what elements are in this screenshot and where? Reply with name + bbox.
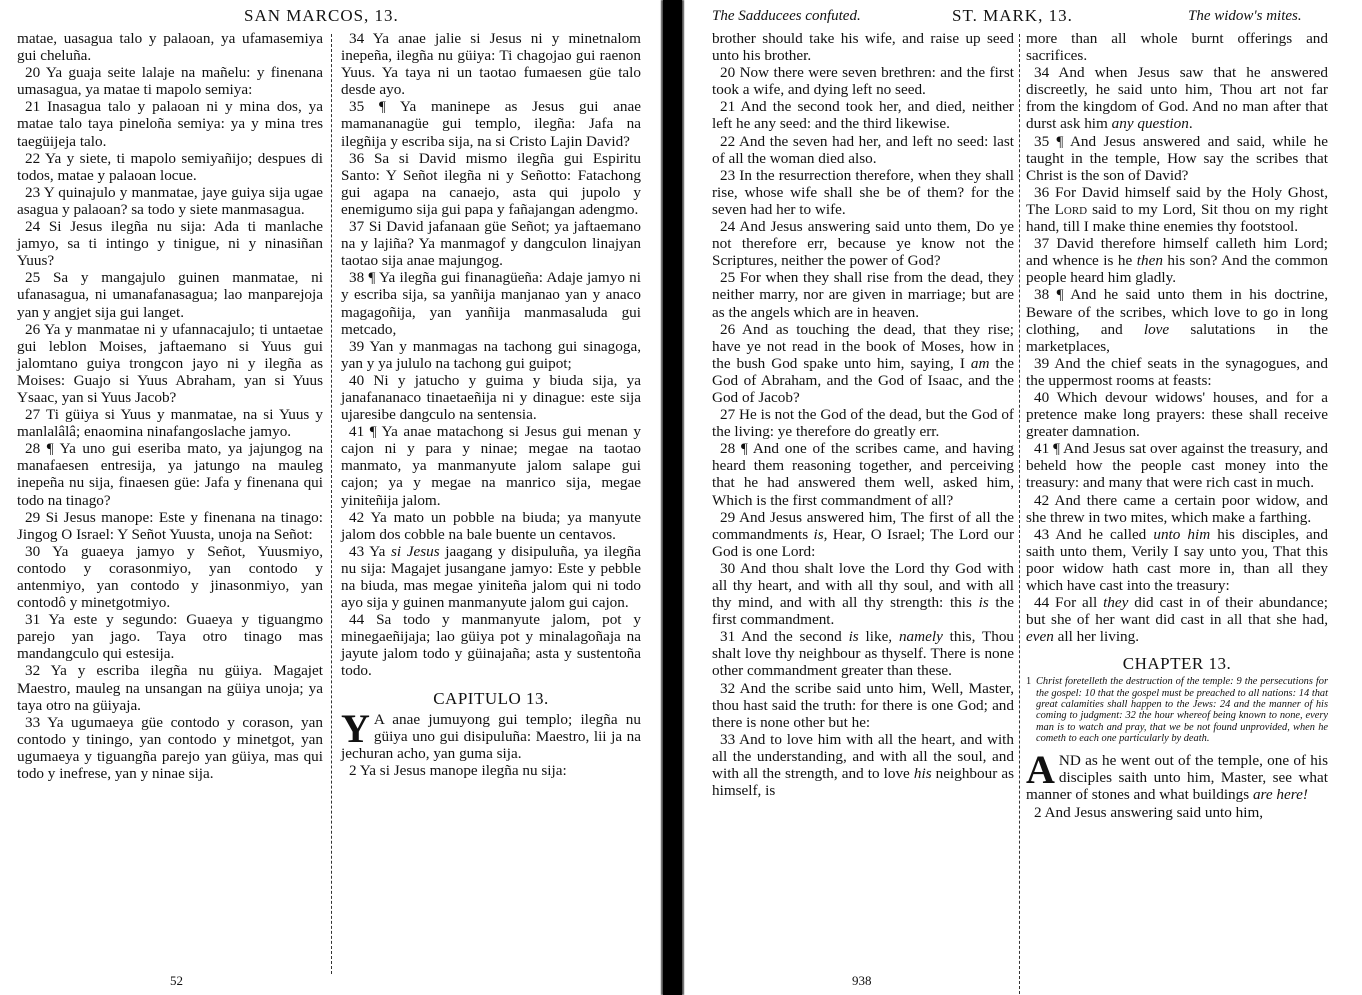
verse: 41 ¶ And Jesus sat over against the treasury, and beheld how the people cast money into the treasury: and many that were rich cast in much. xyxy=(1026,440,1328,492)
small-caps-text: Lord xyxy=(1054,200,1088,218)
verse: 20 Ya guaja seite lalaje na mañelu: y finenana umasagua, ya matae ti mapolo semiya: xyxy=(17,64,323,99)
italic-text: is xyxy=(848,628,859,646)
verse: 35 ¶ And Jesus answered and said, while he taught in the temple, How say the scribes that Christ is the son of David? xyxy=(1026,132,1328,184)
verse xyxy=(1026,594,1328,645)
verse: 20 Now there were seven brethren: and the first took a wife, and dying left no seed. xyxy=(712,64,1014,99)
verse: 25 For when they shall rise from the dead, they neither marry, nor are given in marriage; but are as the angels which are in heaven. xyxy=(712,269,1014,321)
verse: 28 ¶ Ya uno gui eseriba mato, ya jajungog na manafaesen entresija, ya jatungo na mauleg inepeña nu sija, finaesen güe: Jafa y finenana qui todo na tinago? xyxy=(17,440,323,509)
verse-text: 44 For all xyxy=(1034,594,1104,612)
verse: 36 Sa si David mismo ilegña gui Espiritu Santo: Y Señot ilegña ni y Señotto: Fatachong gui agapa na canaejo, asta qui jupolo y enemigumo sija gui papa y fañajangan adengmo. xyxy=(341,149,641,218)
verse-text: 43 And he called xyxy=(1034,525,1154,543)
verse: 29 Si Jesus manope: Este y finenana na tinago: Jingog O Israel: Y Señot Yuusta, unoja na Señot: xyxy=(17,508,323,543)
verse xyxy=(1026,235,1328,286)
verse: 27 He is not the God of the dead, but the God of the living: ye therefore do greatly err. xyxy=(712,406,1014,441)
running-head: SAN MARCOS, 13. xyxy=(244,6,399,25)
verse: 24 And Jesus answering said unto them, Do ye not therefore err, because ye know not the Scriptures, neither the power of God? xyxy=(712,218,1014,270)
verse-text: . xyxy=(1188,115,1193,133)
drop-cap: Y xyxy=(341,705,370,751)
verse: 40 Which devour widows' houses, and for a pretence make long prayers: these shall receive greater damnation. xyxy=(1026,388,1328,441)
verse-text: the God of Abraham, and the God of Isaac, and the God of Jacob? xyxy=(712,354,1014,406)
verse: 40 Ni y jatucho y guima y biuda sija, ya janafananaco tinaetaeñija ni y dinague: este sija ujaresibe dangculo na sentensia. xyxy=(341,371,641,424)
verse-text: 36 For David himself said by the Holy Ghost, The xyxy=(1026,183,1328,218)
chapter-title: CHAPTER 13. xyxy=(1122,654,1232,674)
verse-text: said to my Lord, Sit thou on my right hand, till I make thine enemies thy footstool. xyxy=(1026,200,1328,236)
verse: 31 Ya este y segundo: Guaeya y tiguangmo parejo yan jago. Taya otro tinago mas mandangculo qui estesija. xyxy=(17,611,323,663)
italic-text: any question xyxy=(1111,115,1189,133)
verse-list xyxy=(341,30,641,680)
page-number: 52 xyxy=(170,973,183,988)
verse: 32 Ya y escriba ilegña nu güiya. Magajet Maestro, mauleg na unsangan na güiya unoja; ya taya otro na güiyaja. xyxy=(17,662,323,714)
column-rule xyxy=(1019,34,1020,994)
left-page xyxy=(0,0,663,995)
verse xyxy=(712,509,1014,560)
verse-text: his son? And the common people heard him gladly. xyxy=(1026,252,1328,287)
verse: 2 And Jesus answering said unto him, xyxy=(1034,803,1264,821)
verse xyxy=(712,560,1014,628)
verse: 41 ¶ Ya anae matachong si Jesus gui menan y cajon ni y para y ninae; megae na taotao manmato, ya manmanyute jalom salape gui cajon; ya y megae na manrico sija, megae yiniteñija jalom. xyxy=(341,423,641,509)
chapter-opening-italic: are here! xyxy=(1252,786,1308,804)
verse-text: the first commandment. xyxy=(712,594,1014,629)
chapter-title: CAPITULO 13. xyxy=(433,688,549,708)
verse-text: 29 And Jesus answered him, The first of all the commandments xyxy=(712,508,1014,543)
verse: 30 Ya guaeya jamyo y Señot, Yuusmiyo, contodo y corasonmiyo, yan contodo y antenmiyo, yan contodo y jinasonmiyo, yan contodô y minetgotmiyo. xyxy=(17,542,323,612)
verse: 39 And the chief seats in the synagogues, and the uppermost rooms at feasts: xyxy=(1026,354,1328,389)
verse-text: , Hear, O Israel; The Lord our God is one Lord: xyxy=(712,525,1014,560)
verse: 22 Ya y siete, ti mapolo semiyañijo; despues di todos, matae y palaoan locue. xyxy=(17,149,323,184)
verse: 34 Ya anae jalie si Jesus ni y minetnalom inepeña, ilegña nu güiya: Ti chagojao gui raenon Yuus. Ya taya ni un taotao fumaesen güe talo desde ayo. xyxy=(341,30,641,99)
italic-text: namely xyxy=(898,628,943,646)
summary-text: Christ foretelleth the destruction of the temple: 9 the persecutions for the gospel: 10 that the gospel must be preached to all nations: 14 that great calamities shall happen to the Jews: 24 and the manner of his coming to judgment: 32 the hour whereof being known to none, every man is to watch and pray, that we be not found unprovided, when he cometh to each one particularly by death. xyxy=(1036,676,1328,744)
running-head-right: The widow's mites. xyxy=(1188,8,1302,24)
italic-text: am xyxy=(970,354,990,372)
italic-text: unto him xyxy=(1153,525,1211,543)
verse: 21 And the second took her, and died, neither left he any seed: and the third likewise. xyxy=(712,98,1014,133)
text-column-2 xyxy=(1026,30,1328,821)
verse xyxy=(1026,64,1328,132)
drop-cap: A xyxy=(1026,747,1055,793)
verse-text: 37 David therefore himself calleth him Lord; and whence is he xyxy=(1026,235,1328,270)
right-page xyxy=(682,0,1362,995)
verse: 35 ¶ Ya maninepe as Jesus gui anae mamananagüe gui templo, ilegña: Jafa na ilegñija y escriba sija, na si Cristo Lajin David? xyxy=(341,98,641,150)
text-column-1 xyxy=(712,30,1014,799)
column-rule xyxy=(331,34,332,974)
verse-text: did cast in of their abundance; but she of her want did cast in all that she had, xyxy=(1026,594,1329,629)
italic-text: his xyxy=(913,765,932,783)
verse: 2 Ya si Jesus manope ilegña nu sija: xyxy=(349,761,567,779)
text-column-1 xyxy=(17,30,323,782)
verse xyxy=(712,731,1014,799)
chapter-opening xyxy=(341,705,641,762)
verse-text: salutations in the marketplaces, xyxy=(1026,320,1328,355)
continued-verse: brother should take his wife, and raise up seed unto his brother. xyxy=(712,30,1014,65)
verse: 24 Si Jesus ilegña nu sija: Ada ti manlache jamyo, sa ti intingo y tinigue, ni y ninasiñan Yuus? xyxy=(17,218,323,270)
verse-text: jaagang y disipuluña, ya ilegña nu sija: Magajet jusangane jamyo: Este y pebble na biuda, mas megae yiniteña jalom qui ni todo ayo sija y guinen manmanyute jalom gui cajon. xyxy=(341,542,642,612)
italic-text: then xyxy=(1136,252,1163,270)
verse xyxy=(1026,286,1328,354)
running-head-center: ST. MARK, 13. xyxy=(952,6,1073,25)
verse: 23 Y quinajulo y manmatae, jaye guiya sija ugae asagua y palaoan? sa todo y siete manmasagua. xyxy=(17,183,323,218)
verse xyxy=(712,321,1014,406)
verse: 42 And there came a certain poor widow, and she threw in two mites, which make a farthing. xyxy=(1026,491,1328,526)
verse-text: neighbour as himself, is xyxy=(712,765,1014,800)
verse: 38 ¶ Ya ilegña gui finanagüeña: Adaje jamyo ni y escriba sija, sa yanñija manjanao yan y anaco magagoñija, yan yanñija manmasaluda gui metcado, xyxy=(341,269,641,338)
verse-text: 43 Ya xyxy=(349,542,392,560)
verse: 27 Ti güiya si Yuus y manmatae, na si Yuus y manlalâlâ; enaomina ninafangoslache jamyo. xyxy=(17,406,323,441)
verse xyxy=(1026,184,1328,235)
italic-text: even xyxy=(1026,628,1054,646)
verse-text: his disciples, and saith unto them, Verily I say unto you, That this poor widow hath cast more in, than all they which have cast into the treasury: xyxy=(1026,525,1328,594)
text-column-2 xyxy=(341,30,641,779)
running-head-left: The Sadducees confuted. xyxy=(712,8,861,24)
chapter-opening-text: A anae jumuyong gui templo; ilegña nu güiya uno gui disipuluña: Maestro, lii ja na jechuran acho, yan guma sija. xyxy=(341,710,641,762)
continued-verse: more than all whole burnt offerings and sacrifices. xyxy=(1026,30,1328,65)
italic-text: love xyxy=(1143,320,1170,338)
italic-text: is xyxy=(978,594,989,612)
verse: 21 Inasagua talo y palaoan ni y mina dos, ya matae talo taya pineloña semiya: ya y mina tres taegüijeja talo. xyxy=(17,98,323,150)
chapter-opening xyxy=(1026,747,1328,804)
verse-text: 38 ¶ And he said unto them in his doctrine, Beware of the scribes, which love to go in long clothing, and xyxy=(1026,286,1328,338)
chapter-opening-text: ND as he went out of the temple, one of his disciples saith unto him, Master, see what manner of stones and what buildings xyxy=(1026,752,1328,804)
verse-text: 26 And as touching the dead, that they rise; have ye not read in the book of Moses, how in the bush God spake unto him, saying, I xyxy=(712,320,1014,372)
verse-text: 34 And when Jesus saw that he answered discreetly, he said unto him, Thou art not far from the kingdom of God. And no man after that durst ask him xyxy=(1026,64,1328,133)
verse: 26 Ya y manmatae ni y ufannacajulo; ti untaetae gui leblon Moises, jaftaemano si Yuus gui jalomtano guiya trongcon jayo ni y ilegña as Moises: Guajo si Yuus Abraham, yan si Yuus Ysaac, yan si Yuus Jacob? xyxy=(17,320,323,406)
italic-text: si Jesus xyxy=(391,542,440,560)
verse xyxy=(1026,526,1328,594)
verse-text: 30 And thou shalt love the Lord thy God with all thy heart, and with all thy soul, and with all thy mind, and with all thy strength: this xyxy=(712,559,1014,612)
verse: 22 And the seven had her, and left no seed: last of all the woman died also. xyxy=(712,132,1014,167)
summary-verse-number: 1 xyxy=(1026,676,1032,688)
verse-text: this, Thou shalt love thy neighbour as thyself. There is none other commandment greater than these. xyxy=(712,628,1015,680)
verse: 33 Ya ugumaeya güe contodo y corason, yan contodo y tiningo, yan contodo y minetgot, yan ugumaeya y tiguangña parejo yan güiya, mas qui todo y inefrese, yan y ninae sija. xyxy=(17,713,323,783)
verse-text: 31 And the second xyxy=(720,628,849,646)
book-spine-gutter xyxy=(663,0,682,995)
verse: 37 Si David jafanaan güe Señot; ya jaftaemano na y lajiña? Ya manmagof y dangculon linajyan taotao sija anae majungog. xyxy=(341,218,641,270)
italic-text: is xyxy=(813,525,824,543)
italic-text: they xyxy=(1103,594,1129,612)
page-number: 938 xyxy=(852,973,872,988)
continued-verse: matae, uasagua talo y palaoan, ya ufamasemiya gui cheluña. xyxy=(17,30,323,65)
verse-list xyxy=(1026,30,1328,645)
verse: 23 In the resurrection therefore, when they shall rise, whose wife shall she be of them? for the seven had her to wife. xyxy=(712,166,1014,218)
verse-text: all her living. xyxy=(1053,628,1140,646)
verse-text: 33 And to love him with all the heart, and with all the understanding, and with all the soul, and with all the strength, and to love xyxy=(712,730,1014,783)
verse: 28 ¶ And one of the scribes came, and having heard them reasoning together, and perceiving that he had answered them well, asked him, Which is the first commandment of all? xyxy=(712,440,1014,509)
verse: 32 And the scribe said unto him, Well, Master, thou hast said the truth: for there is one God; and there is none other but he: xyxy=(712,679,1014,731)
verse: 42 Ya mato un pobble na biuda; ya manyute jalom dos cobble na bale buente un centavos. xyxy=(341,508,641,543)
verse: 44 Sa todo y manmanyute jalom, pot y minegaeñijaja; lao güiya pot y minalagoñaja na jayute jalom todo y güinajaña; asta y sustentoña todo. xyxy=(341,611,641,680)
verse xyxy=(341,543,641,611)
verse: 39 Yan y manmagas na tachong gui sinagoga, yan y ya jululo na tachong gui guipot; xyxy=(341,337,641,372)
verse-text: like, xyxy=(858,628,899,646)
verse xyxy=(712,628,1014,679)
chapter-summary xyxy=(1026,676,1328,744)
verse: 25 Sa y mangajulo guinen manmatae, ni ufanasagua, ni umanafanasagua; lao manparejoja yan y angjet sija gui langet. xyxy=(17,269,323,321)
